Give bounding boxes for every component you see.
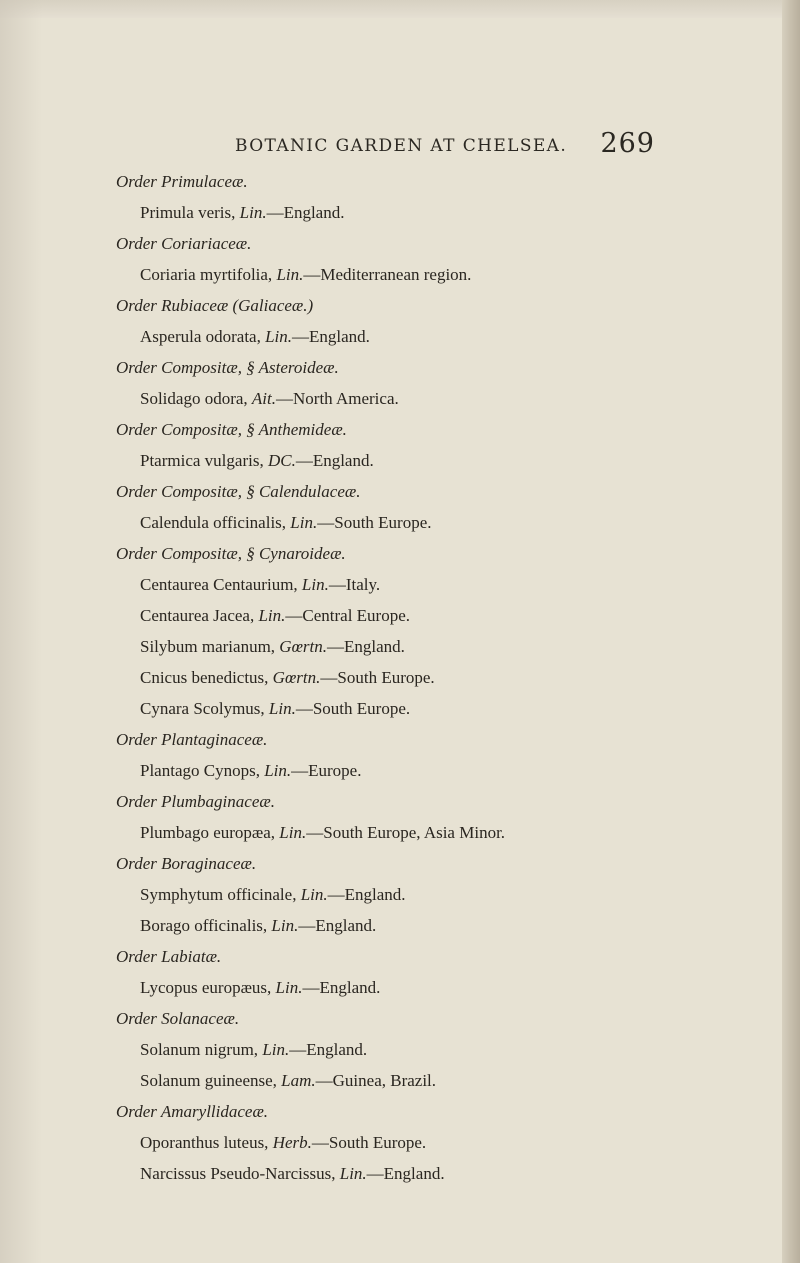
species-region: —England. bbox=[302, 978, 381, 997]
species-entry bbox=[140, 914, 376, 938]
species-region: —South Europe. bbox=[317, 513, 432, 532]
species-entry bbox=[140, 1131, 426, 1155]
species-entry bbox=[140, 511, 432, 535]
page-top-edge bbox=[0, 0, 800, 18]
species-name: Solanum guineense, bbox=[140, 1071, 282, 1090]
species-authority: Lin. bbox=[301, 575, 329, 594]
species-region: —England. bbox=[327, 637, 405, 656]
species-name: Oporanthus luteus, bbox=[140, 1133, 273, 1152]
order-heading: Order Plumbaginaceæ. bbox=[116, 792, 275, 811]
order-heading: Order Compositæ, § Asteroideæ. bbox=[116, 358, 339, 377]
species-authority: Ait. bbox=[251, 389, 276, 408]
species-entry bbox=[140, 1162, 445, 1186]
species-authority: Lin. bbox=[276, 265, 304, 284]
species-region: —South Europe. bbox=[320, 668, 435, 687]
species-region: —England. bbox=[366, 1164, 445, 1183]
species-entry bbox=[140, 449, 374, 473]
species-name: Asperula odorata, bbox=[140, 327, 266, 346]
species-authority: Lin. bbox=[239, 203, 267, 222]
species-authority: Lin. bbox=[290, 513, 318, 532]
species-authority: Lin. bbox=[258, 606, 286, 625]
species-entry bbox=[140, 883, 406, 907]
species-region: —England. bbox=[292, 327, 370, 346]
species-region: —South Europe, Asia Minor. bbox=[306, 823, 506, 842]
species-entry bbox=[140, 976, 380, 1000]
species-region: —England. bbox=[327, 885, 406, 904]
order-heading: Order Amaryllidaceæ. bbox=[116, 1102, 269, 1121]
species-name: Borago officinalis, bbox=[140, 916, 272, 935]
species-entry bbox=[140, 387, 399, 411]
page-left-shadow bbox=[0, 0, 42, 1263]
species-name: Symphytum officinale, bbox=[140, 885, 301, 904]
species-authority: Gœrtn. bbox=[272, 668, 321, 687]
running-header bbox=[235, 128, 655, 162]
species-authority: Lin. bbox=[265, 327, 293, 346]
species-name: Calendula officinalis, bbox=[140, 513, 291, 532]
order-heading: Order Coriariaceæ. bbox=[116, 234, 252, 253]
order-heading: Order Compositæ, § Cynaroideæ. bbox=[116, 544, 346, 563]
page-number: 269 bbox=[600, 128, 655, 159]
species-authority: Lin. bbox=[264, 761, 292, 780]
species-name: Cnicus benedictus, bbox=[140, 668, 273, 687]
species-authority: Lin. bbox=[300, 885, 328, 904]
order-heading: Order Compositæ, § Anthemideæ. bbox=[116, 420, 347, 439]
species-authority: Lin. bbox=[271, 916, 299, 935]
species-entry bbox=[140, 604, 410, 628]
species-entry bbox=[140, 1069, 436, 1093]
species-region: —Europe. bbox=[291, 761, 362, 780]
species-entry bbox=[140, 1038, 367, 1062]
species-authority: Lin. bbox=[262, 1040, 290, 1059]
species-region: —England. bbox=[298, 916, 377, 935]
species-authority: Lin. bbox=[279, 823, 307, 842]
species-name: Silybum marianum, bbox=[140, 637, 280, 656]
species-region: —South Europe. bbox=[311, 1133, 427, 1152]
species-region: —England. bbox=[289, 1040, 368, 1059]
page-right-edge bbox=[782, 0, 800, 1263]
species-name: Cynara Scolymus, bbox=[140, 699, 269, 718]
species-entry bbox=[140, 263, 471, 287]
species-entry bbox=[140, 697, 410, 721]
order-heading: Order Compositæ, § Calendulaceæ. bbox=[116, 482, 361, 501]
species-authority: Gœrtn. bbox=[279, 637, 328, 656]
species-name: Centaurea Jacea, bbox=[140, 606, 259, 625]
species-authority: Lin. bbox=[268, 699, 296, 718]
species-entry bbox=[140, 573, 380, 597]
species-name: Plumbago europæa, bbox=[140, 823, 280, 842]
species-name: Coriaria myrtifolia, bbox=[140, 265, 277, 284]
species-region: —Mediterranean region. bbox=[303, 265, 472, 284]
species-entry bbox=[140, 821, 505, 845]
species-name: Solidago odora, bbox=[140, 389, 252, 408]
species-authority: DC. bbox=[267, 451, 296, 470]
species-region: —Central Europe. bbox=[285, 606, 411, 625]
species-name: Primula veris, bbox=[140, 203, 240, 222]
order-heading: Order Primulaceæ. bbox=[116, 172, 248, 191]
species-entry bbox=[140, 635, 405, 659]
species-name: Ptarmica vulgaris, bbox=[140, 451, 268, 470]
order-heading: Order Rubiaceæ (Galiaceæ.) bbox=[116, 296, 314, 315]
species-name: Lycopus europæus, bbox=[140, 978, 276, 997]
order-heading: Order Solanaceæ. bbox=[116, 1009, 240, 1028]
species-authority: Lam. bbox=[281, 1071, 316, 1090]
species-name: Solanum nigrum, bbox=[140, 1040, 263, 1059]
species-region: —Guinea, Brazil. bbox=[315, 1071, 437, 1090]
order-heading: Order Plantaginaceæ. bbox=[116, 730, 268, 749]
species-authority: Herb. bbox=[272, 1133, 312, 1152]
species-entry bbox=[140, 759, 361, 783]
species-region: —North America. bbox=[276, 389, 399, 408]
species-region: —South Europe. bbox=[295, 699, 411, 718]
species-entry bbox=[140, 325, 370, 349]
species-authority: Lin. bbox=[275, 978, 303, 997]
species-entry bbox=[140, 201, 344, 225]
species-region: —England. bbox=[266, 203, 345, 222]
species-name: Narcissus Pseudo-Narcissus, bbox=[140, 1164, 340, 1183]
species-region: —Italy. bbox=[328, 575, 381, 594]
species-authority: Lin. bbox=[339, 1164, 367, 1183]
order-heading: Order Labiatæ. bbox=[116, 947, 222, 966]
header-title: BOTANIC GARDEN AT CHELSEA. bbox=[235, 136, 568, 156]
species-name: Centaurea Centaurium, bbox=[140, 575, 302, 594]
species-region: —England. bbox=[295, 451, 374, 470]
order-heading: Order Boraginaceæ. bbox=[116, 854, 257, 873]
species-entry bbox=[140, 666, 435, 690]
species-name: Plantago Cynops, bbox=[140, 761, 265, 780]
